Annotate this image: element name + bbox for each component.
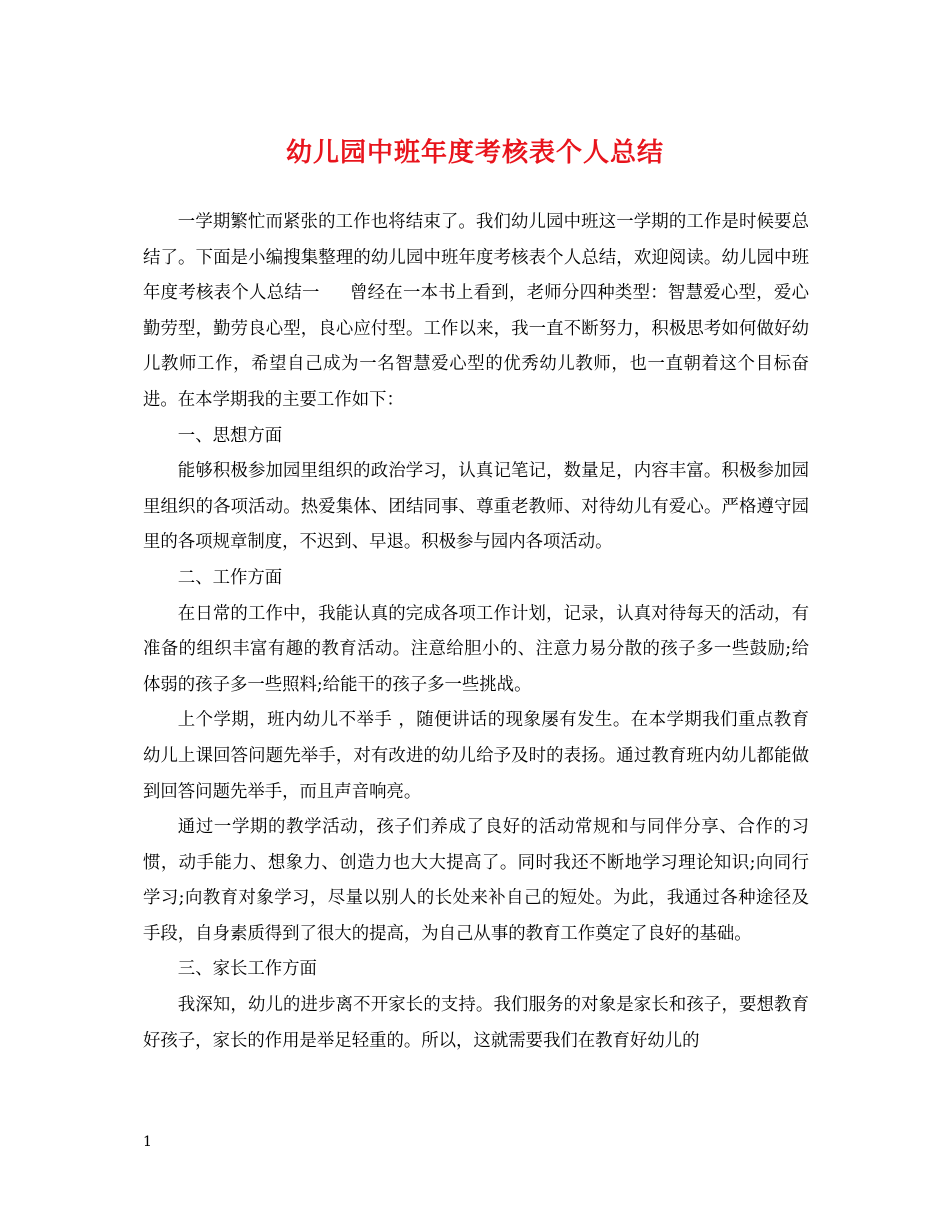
section2-heading: 二、工作方面 (177, 567, 283, 588)
section2-paragraph-2: 上个学期，班内幼儿不举手 ，随便讲话的现象屡有发生。在本学期我们重点教育幼儿上课回答问题先举手，对有改进的幼儿给予及时的表扬。通过教育班内幼儿都能做到回答问题先举手，而且声音响亮。 (143, 710, 809, 802)
section3-heading: 三、家长工作方面 (177, 959, 317, 980)
intro-paragraph (143, 205, 809, 419)
page-number: 1 (143, 1134, 152, 1150)
section2-paragraph-1: 在日常的工作中，我能认真的完成各项工作计划，记录，认真对待每天的活动，有准备的组织丰富有趣的教育活动。注意给胆小的、注意力易分散的孩子多一些鼓励;给体弱的孩子多一些照料;给能干的孩子多一些挑战。 (143, 603, 809, 695)
section2-paragraph-3: 通过一学期的教学活动，孩子们养成了良好的活动常规和与同伴分享、合作的习惯，动手能力、想象力、创造力也大大提高了。同时我还不断地学习理论知识;向同行学习;向教育对象学习，尽量以别人的长处来补自己的短处。为此，我通过各种途径及手段，自身素质得到了很大的提高，为自己从事的教育工作奠定了良好的基础。 (143, 817, 809, 944)
section1-heading: 一、思想方面 (177, 425, 283, 446)
document-body (143, 205, 809, 1059)
subtitle-rest-text: 曾经在一本书上看到，老师分四种类型：智慧爱心型，爱心勤劳型，勤劳良心型，良心应付型。工作以来，我一直不断努力，积极思考如何做好幼儿教师工作，希望自己成为一名智慧爱心型的优秀幼儿教师，也一直朝着这个目标奋进。在本学期我的主要工作如下： (143, 283, 809, 410)
intro-text: 一学期繁忙而紧张的工作也将结束了。我们幼儿园中班这一学期的工作是时候要总结了。下面是小编搜集整理的幼儿园中班年度考核表个人总结，欢迎阅读。 (143, 212, 809, 268)
subtitle-line: 幼儿园中班年度考核表个人总结一 (143, 247, 809, 304)
section1-paragraph: 能够积极参加园里组织的政治学习，认真记笔记，数量足，内容丰富。积极参加园里组织的各项活动。热爱集体、团结同事、尊重老教师、对待幼儿有爱心。严格遵守园里的各项规章制度，不迟到、早退。积极参与园内各项活动。 (143, 461, 809, 553)
section3-paragraph: 我深知，幼儿的进步离不开家长的支持。我们服务的对象是家长和孩子，要想教育好孩子，家长的作用是举足轻重的。所以，这就需要我们在教育好幼儿的 (143, 995, 809, 1051)
document-title: 幼儿园中班年度考核表个人总结 (285, 138, 664, 168)
